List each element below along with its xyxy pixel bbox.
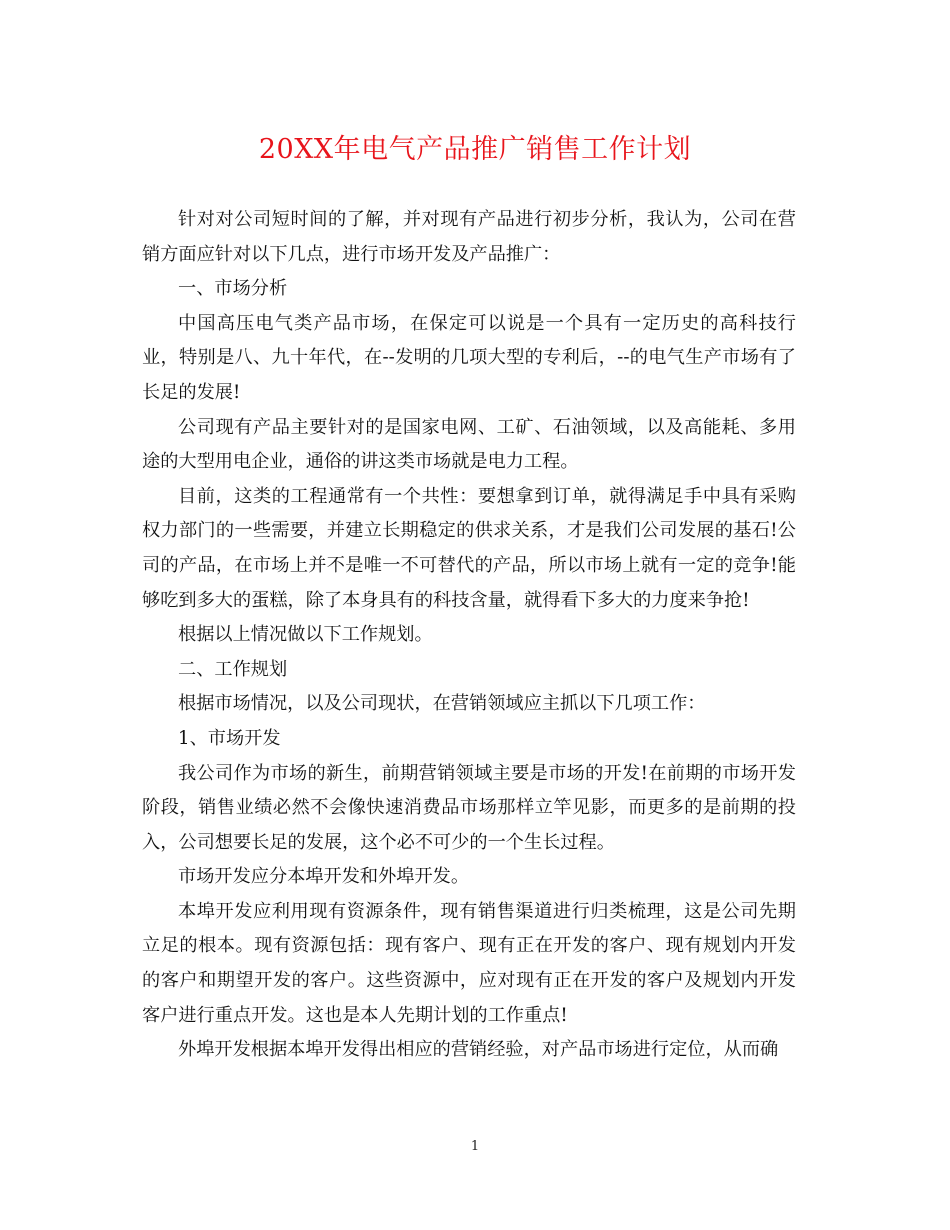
- paragraph-plan-intro: 根据以上情况做以下工作规划。: [178, 624, 433, 646]
- paragraph-key-tasks: 根据市场情况，以及公司现状，在营销领域应主抓以下几项工作：: [178, 693, 706, 715]
- heading-work-plan: 二、工作规划: [178, 658, 288, 680]
- document-body: [142, 203, 796, 1068]
- paragraph-new-market: 我公司作为市场的新生，前期营销领域主要是市场的开发!在前期的市场开发阶段，销售业绩必然不会像快速消费品市场那样立竿见影，而更多的是前期的投入，公司想要长足的发展，这个必不可少的一个生长过程。: [142, 762, 796, 853]
- paragraph-competition: 目前，这类的工程通常有一个共性：要想拿到订单，就得满足手中具有采购权力部门的一些需要，并建立长期稳定的供求关系，才是我们公司发展的基石!公司的产品，在市场上并不是唯一不可替代的产品，所以市场上就有一定的竞争!能够吃到多大的蛋糕，除了本身具有的科技含量，就得看下多大的力度来争抢!: [142, 485, 796, 611]
- heading-market-development: 1、市场开发: [178, 727, 281, 749]
- paragraph-intro: 针对对公司短时间的了解，并对现有产品进行初步分析，我认为，公司在营销方面应针对以下几点，进行市场开发及产品推广：: [142, 209, 796, 265]
- paragraph-current-products: 公司现有产品主要针对的是国家电网、工矿、石油领域，以及高能耗、多用途的大型用电企业，通俗的讲这类市场就是电力工程。: [142, 416, 796, 473]
- paragraph-local-external: 市场开发应分本埠开发和外埠开发。: [178, 866, 470, 888]
- document-title: 20XX年电气产品推广销售工作计划: [258, 134, 692, 165]
- paragraph-local-development: 本埠开发应利用现有资源条件，现有销售渠道进行归类梳理，这是公司先期立足的根本。现有资源包括：现有客户、现有正在开发的客户、现有规划内开发的客户和期望开发的客户。这些资源中，应对现有正在开发的客户及规划内开发客户进行重点开发。这也是本人先期计划的工作重点!: [142, 900, 796, 1026]
- paragraph-external-development: 外埠开发根据本埠开发得出相应的营销经验，对产品市场进行定位，从而确: [178, 1039, 779, 1061]
- page-number: 1: [470, 1139, 480, 1154]
- heading-market-analysis: 一、市场分析: [178, 278, 288, 300]
- paragraph-market-history: 中国高压电气类产品市场，在保定可以说是一个具有一定历史的高科技行业，特别是八、九十年代，在--发明的几项大型的专利后，--的电气生产市场有了长足的发展!: [142, 312, 796, 403]
